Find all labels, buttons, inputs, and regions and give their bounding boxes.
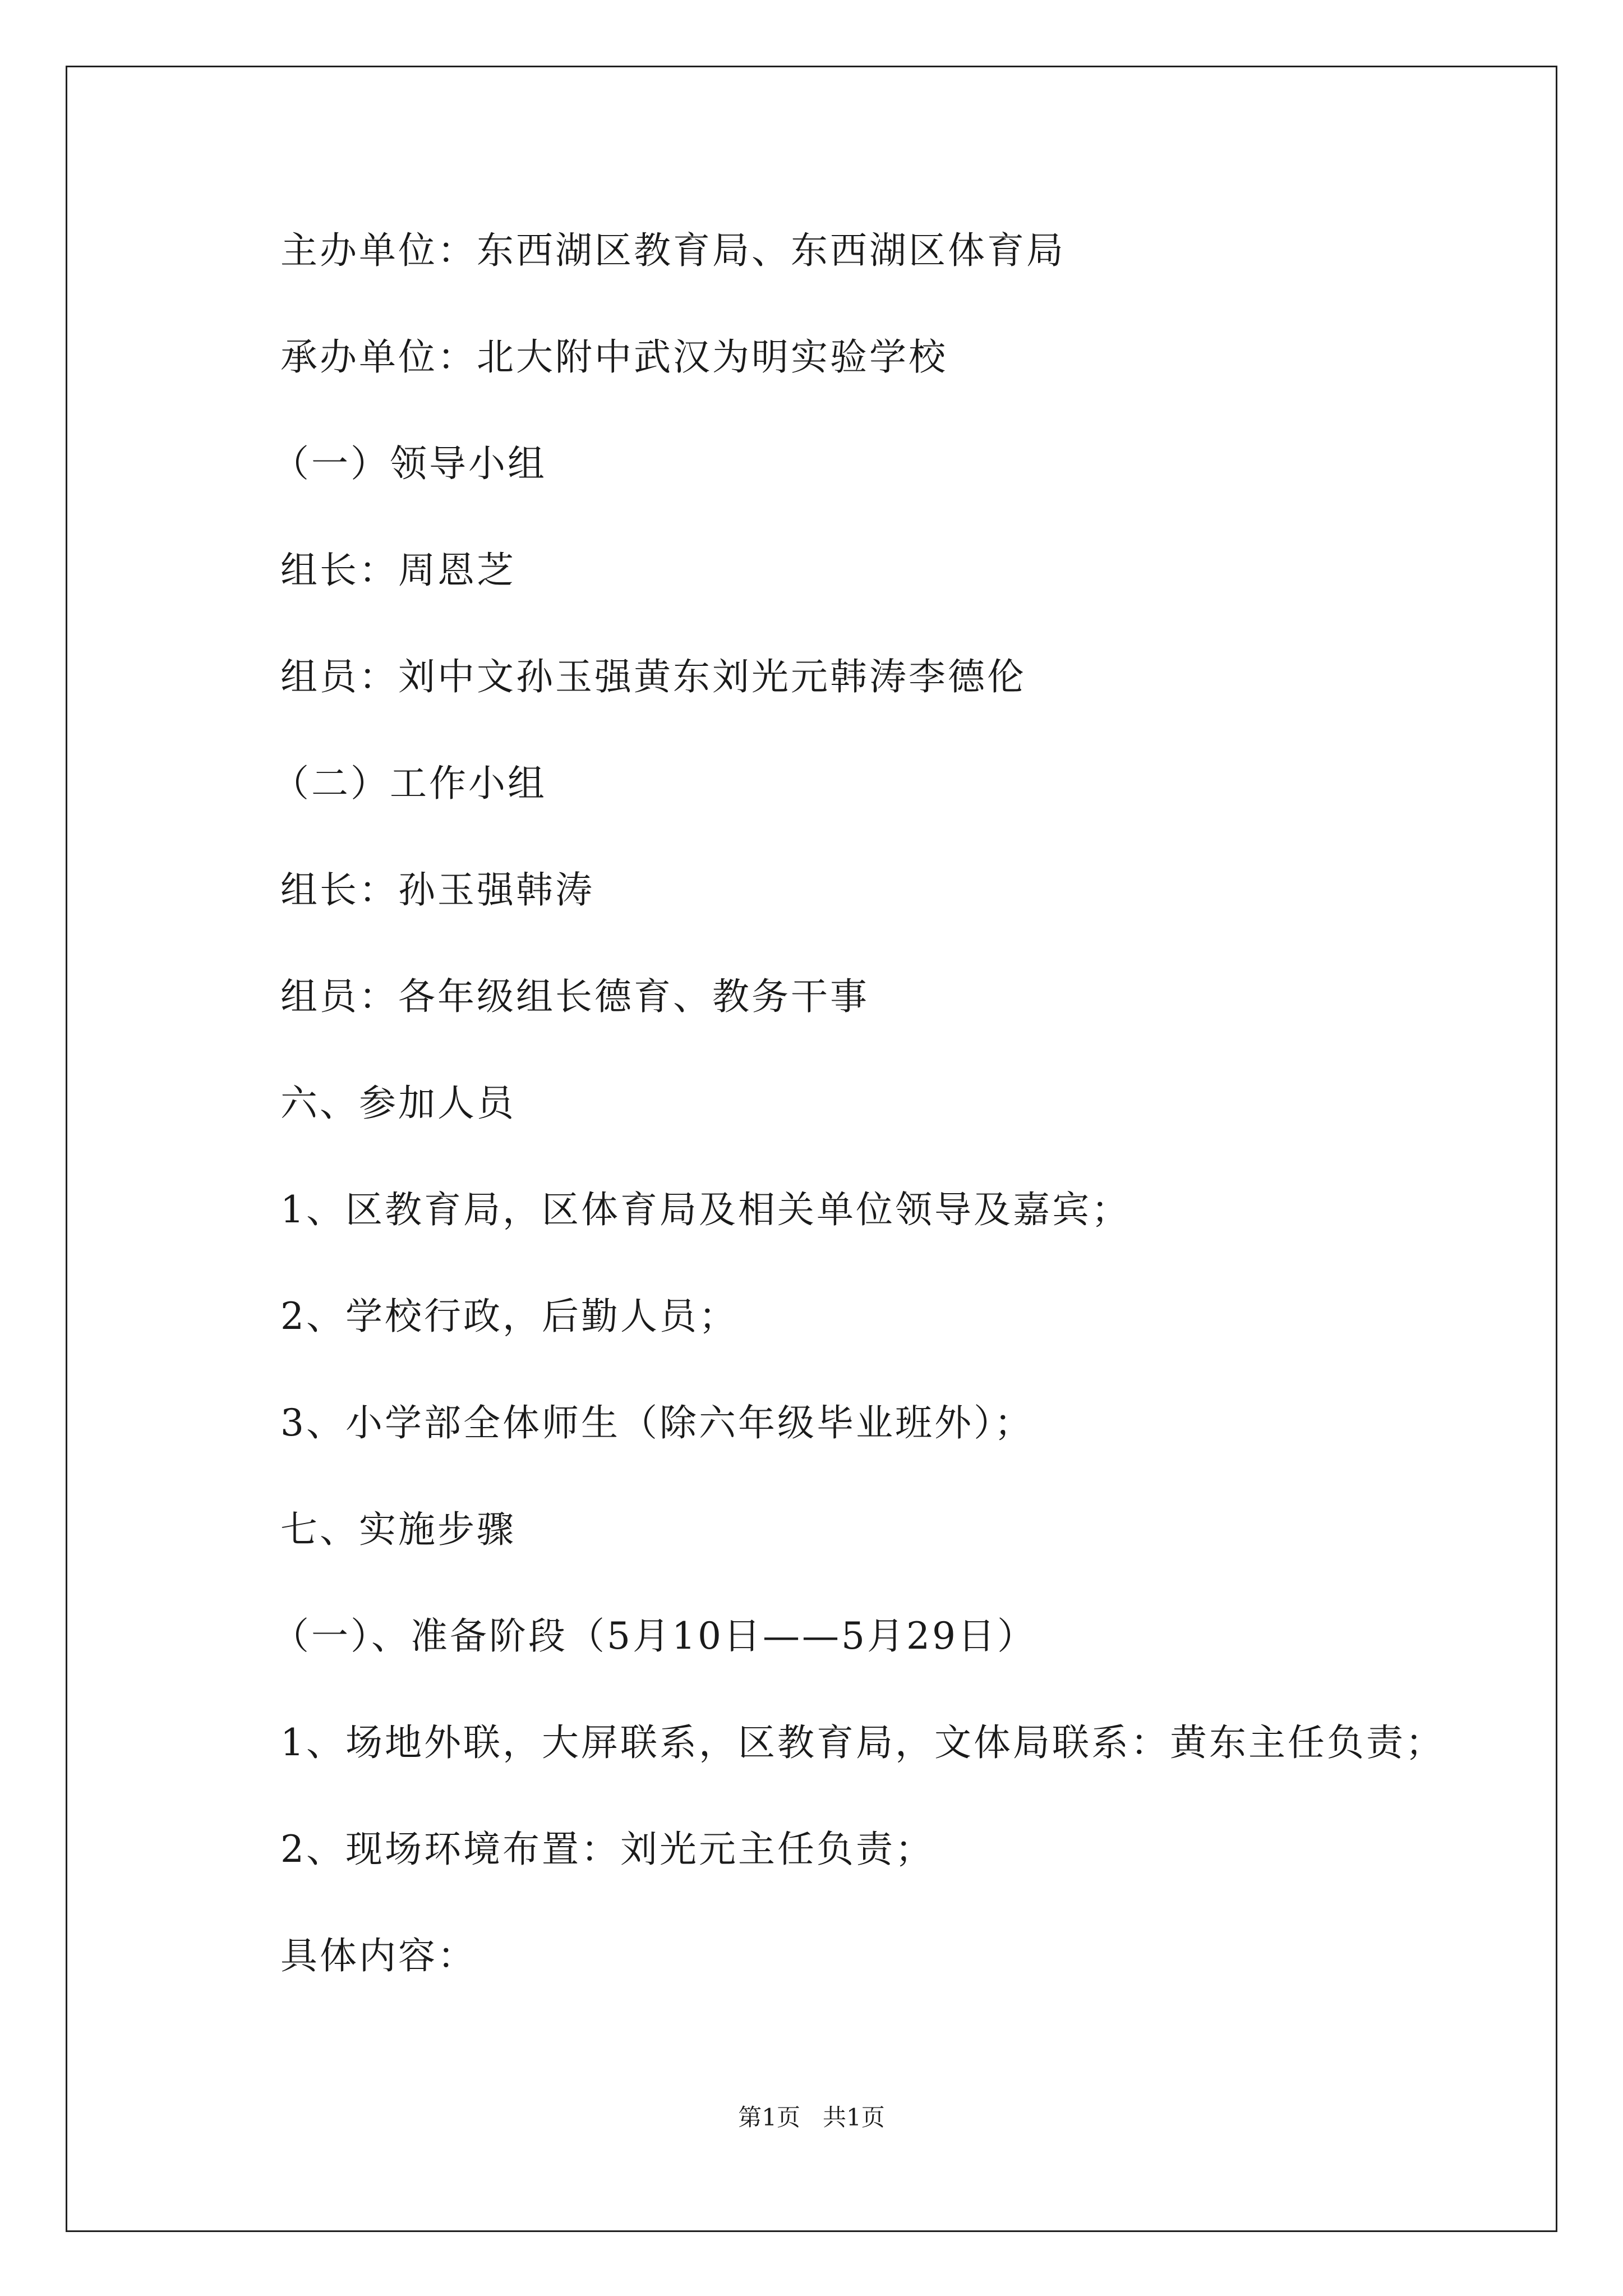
section-work-group-heading: （二）工作小组 [272, 762, 547, 805]
leadership-group-members: 组员：刘中文孙玉强黄东刘光元韩涛李德伦 [280, 655, 1026, 698]
preparation-item-2: 2、现场环境布置：刘光元主任负责； [280, 1828, 934, 1871]
work-group-members: 组员：各年级组长德育、教务干事 [280, 975, 869, 1018]
page-footer: 第1页 共1页 [738, 2104, 885, 2131]
section-implementation-heading: 七、实施步骤 [280, 1508, 516, 1551]
leadership-group-leader: 组长：周恩芝 [280, 549, 516, 592]
participants-item-3: 3、小学部全体师生（除六年级毕业班外）； [280, 1401, 1034, 1444]
section-participants-heading: 六、参加人员 [280, 1082, 516, 1125]
participants-item-2: 2、学校行政，后勤人员； [280, 1295, 738, 1338]
co-organizer-line: 承办单位：北大附中武汉为明实验学校 [280, 335, 948, 379]
page-border [66, 66, 1557, 2232]
organizer-line: 主办单位：东西湖区教育局、东西湖区体育局 [280, 229, 1066, 272]
preparation-stage-heading: （一）、准备阶段（5月10日——5月29日） [272, 1614, 1036, 1658]
work-group-leader: 组长：孙玉强韩涛 [280, 868, 594, 912]
section-leadership-group-heading: （一）领导小组 [272, 442, 547, 485]
specific-content-label: 具体内容： [280, 1934, 477, 1977]
preparation-item-1: 1、场地外联，大屏联系，区教育局，文体局联系：黄东主任负责； [280, 1721, 1445, 1764]
participants-item-1: 1、区教育局，区体育局及相关单位领导及嘉宾； [280, 1188, 1131, 1231]
